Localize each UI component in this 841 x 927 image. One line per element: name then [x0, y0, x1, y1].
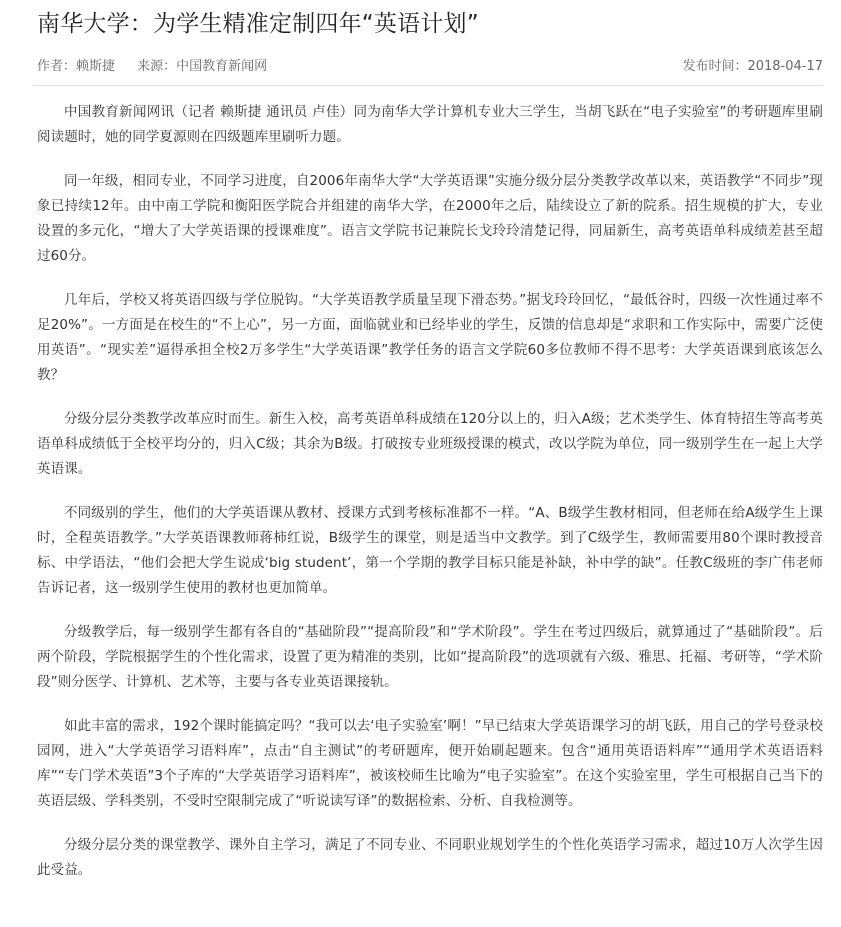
article-body: [37, 100, 823, 883]
paragraph-2: 同一年级，相同专业，不同学习进度，自2006年南华大学“大学英语课”实施分级分层分类教学改革以来，英语教学“不同步”现象已持续12年。由中南工学院和衡阳医学院合并组建的南华大学，在2000年之后，陆续设立了新的院系。招生规模的扩大，专业设置的多元化，“增大了大学英语课的授课难度”。语言文学院书记兼院长戈玲玲清楚记得，同届新生，高考英语单科成绩差甚至超过60分。: [37, 173, 823, 264]
divider: [33, 85, 823, 86]
article-title: 南华大学：为学生精准定制四年“英语计划”: [37, 11, 479, 37]
paragraph-4: 分级分层分类教学改革应时而生。新生入校，高考英语单科成绩在120分以上的，归入A级；艺术类学生、体育特招生等高考英语单科成绩低于全校平均分的，归入C级；其余为B级。打破按专业班级授课的模式，改以学院为单位，同一级别学生在一起上大学英语课。: [37, 411, 823, 477]
paragraph-6: 分级教学后，每一级别学生都有各自的“基础阶段”“提高阶段”和“学术阶段”。学生在考过四级后，就算通过了“基础阶段”。后两个阶段，学院根据学生的个性化需求，设置了更为精准的类别，比如“提高阶段”的选项就有六级、雅思、托福、考研等，“学术阶段”则分医学、计算机、艺术等，主要与各专业英语课接轨。: [37, 624, 823, 690]
paragraph-7: 如此丰富的需求，192个课时能搞定吗？“我可以去‘电子实验室’啊！”早已结束大学英语课学习的胡飞跃，用自己的学号登录校园网，进入“大学英语学习语料库”，点击“自主测试”的考研题库，便开始刷起题来。包含“通用英语语料库”“通用学术英语语料库”“专门学术英语”3个子库的“大学英语学习语料库”，被该校师生比喻为“电子实验室”。在这个实验室里，学生可根据自己当下的英语层级、学科类别，不受时空限制完成了“听说读写译”的数据检索、分析、自我检测等。: [37, 718, 823, 809]
paragraph-3: 几年后，学校又将英语四级与学位脱钩。“大学英语教学质量呈现下滑态势。”据戈玲玲回忆，“最低谷时，四级一次性通过率不足20%”。一方面是在校生的“不上心”，另一方面，面临就业和已经毕业的学生，反馈的信息却是“求职和工作实际中，需要广泛使用英语”。“现实差”逼得承担全校2万多学生“大学英语课”教学任务的语言文学院60多位教师不得不思考：大学英语课到底该怎么教？: [37, 292, 823, 383]
publish-time: 发布时间：2018-04-17: [682, 59, 823, 74]
author-label: 作者：赖斯捷: [37, 59, 116, 74]
paragraph-1: 中国教育新闻网讯（记者 赖斯捷 通讯员 卢佳）同为南华大学计算机专业大三学生，当胡飞跃在“电子实验室”的考研题库里刷阅读题时，她的同学夏源则在四级题库里刷听力题。: [37, 104, 823, 145]
paragraph-8: 分级分层分类的课堂教学、课外自主学习，满足了不同专业、不同职业规划学生的个性化英语学习需求，超过10万人次学生因此受益。: [37, 837, 823, 878]
source-label: 来源：中国教育新闻网: [137, 59, 268, 74]
article-meta: [37, 55, 823, 79]
paragraph-5: 不同级别的学生，他们的大学英语课从教材、授课方式到考核标准都不一样。“A、B级学生教材相同，但老师在给A级学生上课时，全程英语教学。”大学英语课教师蒋柿红说，B级学生的课堂，则是适当中文教学。到了C级学生，教师需要用80个课时教授音标、中学语法，“他们会把大学生说成‘big student’，第一个学期的教学目标只能是补缺，补中学的缺”。任教C级班的李广伟老师告诉记者，这一级别学生使用的教材也更加简单。: [37, 505, 823, 596]
